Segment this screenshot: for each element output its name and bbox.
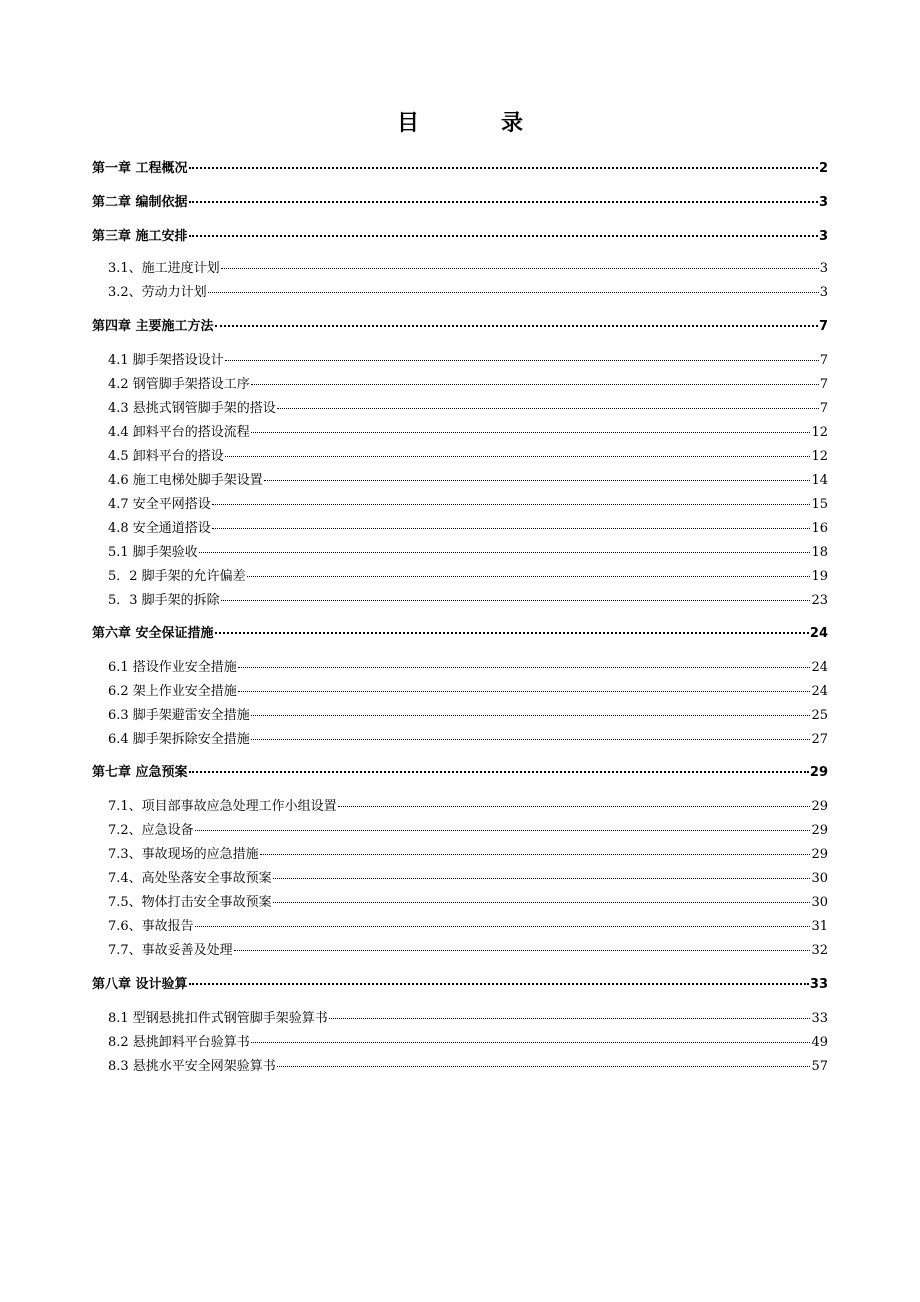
toc-section-entry[interactable] bbox=[108, 917, 828, 937]
toc-entry-label: 4.4 卸料平台的搭设流程 bbox=[108, 425, 250, 440]
toc-entry-label: 7.3、事故现场的应急措施 bbox=[108, 847, 259, 862]
toc-dot-leader bbox=[189, 770, 809, 773]
toc-entry-label: 6.1 搭设作业安全措施 bbox=[108, 660, 237, 675]
toc-dot-leader bbox=[212, 503, 811, 505]
toc-page-number: 7 bbox=[819, 353, 828, 368]
toc-entry-label: 5．2 脚手架的允许偏差 bbox=[108, 569, 246, 584]
toc-page-number: 49 bbox=[811, 1035, 828, 1050]
toc-page-number: 25 bbox=[811, 708, 828, 723]
toc-dot-leader bbox=[189, 166, 818, 169]
toc-section-entry[interactable] bbox=[108, 423, 828, 443]
toc-dot-leader bbox=[238, 690, 811, 692]
toc-dot-leader bbox=[251, 1041, 811, 1043]
toc-section-entry[interactable] bbox=[108, 375, 828, 395]
toc-page-number: 24 bbox=[811, 684, 828, 699]
toc-entry-label: 8.2 悬挑卸料平台验算书 bbox=[108, 1035, 250, 1050]
toc-section-entry[interactable] bbox=[108, 519, 828, 539]
toc-entry-label: 4.1 脚手架搭设设计 bbox=[108, 353, 224, 368]
toc-page-number: 14 bbox=[811, 473, 828, 488]
toc-page-number: 57 bbox=[811, 1059, 828, 1074]
toc-entry-label: 7.2、应急设备 bbox=[108, 823, 194, 838]
toc-page-number: 16 bbox=[811, 521, 828, 536]
toc-page-number: 24 bbox=[811, 660, 828, 675]
toc-entry-label: 4.7 安全平网搭设 bbox=[108, 497, 211, 512]
toc-section-entry[interactable] bbox=[108, 845, 828, 865]
toc-dot-leader bbox=[221, 267, 819, 269]
toc-dot-leader bbox=[251, 431, 811, 433]
toc-entry-label: 7.7、事故妥善及处理 bbox=[108, 943, 233, 958]
toc-page-number: 29 bbox=[811, 847, 828, 862]
toc-section-entry[interactable] bbox=[108, 567, 828, 587]
toc-section-entry[interactable] bbox=[108, 471, 828, 491]
toc-chapter-entry[interactable] bbox=[92, 763, 828, 783]
toc-chapter-entry[interactable] bbox=[92, 159, 828, 179]
toc-section-entry[interactable] bbox=[108, 283, 828, 303]
toc-entry-label: 第八章 设计验算 bbox=[92, 977, 188, 992]
toc-title: 目 录 bbox=[396, 110, 553, 136]
toc-dot-leader bbox=[329, 1017, 811, 1019]
toc-entry-label: 第四章 主要施工方法 bbox=[92, 319, 214, 334]
toc-dot-leader bbox=[338, 805, 811, 807]
toc-chapter-entry[interactable] bbox=[92, 227, 828, 247]
toc-entry-label: 6.3 脚手架避雷安全措施 bbox=[108, 708, 250, 723]
toc-section-entry[interactable] bbox=[108, 399, 828, 419]
toc-dot-leader bbox=[215, 631, 809, 634]
toc-dot-leader bbox=[221, 599, 811, 601]
toc-section-entry[interactable] bbox=[108, 351, 828, 371]
toc-section-entry[interactable] bbox=[108, 447, 828, 467]
toc-entry-label: 7.4、高处坠落安全事故预案 bbox=[108, 871, 272, 886]
toc-section-entry[interactable] bbox=[108, 821, 828, 841]
toc-dot-leader bbox=[208, 291, 819, 293]
toc-page-number: 18 bbox=[811, 545, 828, 560]
toc-entry-label: 7.5、物体打击安全事故预案 bbox=[108, 895, 272, 910]
toc-section-entry[interactable] bbox=[108, 893, 828, 913]
toc-chapter-entry[interactable] bbox=[92, 975, 828, 995]
toc-section-entry[interactable] bbox=[108, 941, 828, 961]
toc-chapter-entry[interactable] bbox=[92, 624, 828, 644]
toc-dot-leader bbox=[199, 551, 811, 553]
toc-dot-leader bbox=[273, 901, 811, 903]
toc-entry-label: 第二章 编制依据 bbox=[92, 195, 188, 210]
toc-page-number: 29 bbox=[811, 799, 828, 814]
toc-section-entry[interactable] bbox=[108, 543, 828, 563]
toc-dot-leader bbox=[247, 575, 811, 577]
toc-dot-leader bbox=[212, 527, 811, 529]
toc-entry-label: 8.3 悬挑水平安全网架验算书 bbox=[108, 1059, 276, 1074]
toc-dot-leader bbox=[251, 383, 819, 385]
toc-section-entry[interactable] bbox=[108, 797, 828, 817]
toc-page-number: 3 bbox=[818, 195, 828, 210]
toc-page-number: 15 bbox=[811, 497, 828, 512]
toc-page-number: 12 bbox=[811, 449, 828, 464]
toc-page-number: 32 bbox=[811, 943, 828, 958]
toc-entry-label: 第六章 安全保证措施 bbox=[92, 626, 214, 641]
toc-entry-label: 6.2 架上作业安全措施 bbox=[108, 684, 237, 699]
toc-page-number: 29 bbox=[809, 765, 828, 780]
toc-entry-label: 第一章 工程概况 bbox=[92, 161, 188, 176]
toc-page-number: 33 bbox=[811, 1011, 828, 1026]
toc-section-entry[interactable] bbox=[108, 706, 828, 726]
toc-entry-label: 3.1、施工进度计划 bbox=[108, 261, 220, 276]
toc-dot-leader bbox=[195, 925, 811, 927]
toc-section-entry[interactable] bbox=[108, 259, 828, 279]
toc-page-number: 30 bbox=[811, 895, 828, 910]
toc-dot-leader bbox=[273, 877, 811, 879]
toc-entry-label: 第七章 应急预案 bbox=[92, 765, 188, 780]
toc-dot-leader bbox=[225, 359, 819, 361]
toc-entry-label: 8.1 型钢悬挑扣件式钢管脚手架验算书 bbox=[108, 1011, 328, 1026]
toc-entry-label: 3.2、劳动力计划 bbox=[108, 285, 207, 300]
toc-page-number: 23 bbox=[811, 593, 828, 608]
toc-entry-label: 7.1、项目部事故应急处理工作小组设置 bbox=[108, 799, 337, 814]
toc-dot-leader bbox=[238, 666, 811, 668]
toc-dot-leader bbox=[251, 714, 811, 716]
toc-dot-leader bbox=[264, 479, 811, 481]
toc-entry-label: 5．3 脚手架的拆除 bbox=[108, 593, 220, 608]
toc-page-number: 3 bbox=[819, 261, 828, 276]
toc-page-number: 2 bbox=[818, 161, 828, 176]
toc-entry-label: 第三章 施工安排 bbox=[92, 229, 188, 244]
toc-section-entry[interactable] bbox=[108, 730, 828, 750]
toc-dot-leader bbox=[195, 829, 811, 831]
toc-page-number: 27 bbox=[811, 732, 828, 747]
toc-dot-leader bbox=[251, 738, 811, 740]
toc-dot-leader bbox=[189, 982, 809, 985]
toc-page-number: 19 bbox=[811, 569, 828, 584]
toc-entry-label: 4.5 卸料平台的搭设 bbox=[108, 449, 224, 464]
toc-dot-leader bbox=[215, 324, 818, 327]
toc-page-number: 12 bbox=[811, 425, 828, 440]
toc-section-entry[interactable] bbox=[108, 495, 828, 515]
toc-section-entry[interactable] bbox=[108, 682, 828, 702]
toc-page-number: 29 bbox=[811, 823, 828, 838]
toc-dot-leader bbox=[260, 853, 811, 855]
toc-page-number: 24 bbox=[809, 626, 828, 641]
toc-chapter-entry[interactable] bbox=[92, 317, 828, 337]
toc-page-number: 7 bbox=[819, 377, 828, 392]
toc-page-number: 7 bbox=[819, 401, 828, 416]
toc-page-number: 33 bbox=[809, 977, 828, 992]
toc-entry-label: 5.1 脚手架验收 bbox=[108, 545, 198, 560]
toc-entry-label: 6.4 脚手架拆除安全措施 bbox=[108, 732, 250, 747]
toc-dot-leader bbox=[189, 200, 818, 203]
toc-section-entry[interactable] bbox=[108, 1033, 828, 1053]
toc-section-entry[interactable] bbox=[108, 1057, 828, 1077]
toc-entry-label: 4.6 施工电梯处脚手架设置 bbox=[108, 473, 263, 488]
toc-entry-label: 4.8 安全通道搭设 bbox=[108, 521, 211, 536]
toc-section-entry[interactable] bbox=[108, 1009, 828, 1029]
toc-dot-leader bbox=[225, 455, 811, 457]
toc-dot-leader bbox=[189, 234, 818, 237]
toc-chapter-entry[interactable] bbox=[92, 193, 828, 213]
toc-entry-label: 4.2 钢管脚手架搭设工序 bbox=[108, 377, 250, 392]
toc-entry-label: 7.6、事故报告 bbox=[108, 919, 194, 934]
toc-dot-leader bbox=[277, 407, 819, 409]
toc-page-number: 3 bbox=[819, 285, 828, 300]
toc-section-entry[interactable] bbox=[108, 869, 828, 889]
toc-page-number: 31 bbox=[811, 919, 828, 934]
toc-dot-leader bbox=[234, 949, 811, 951]
toc-page-number: 3 bbox=[818, 229, 828, 244]
toc-dot-leader bbox=[277, 1065, 811, 1067]
toc-entry-label: 4.3 悬挑式钢管脚手架的搭设 bbox=[108, 401, 276, 416]
toc-section-entry[interactable] bbox=[108, 658, 828, 678]
toc-page-number: 30 bbox=[811, 871, 828, 886]
toc-page-number: 7 bbox=[818, 319, 828, 334]
toc-section-entry[interactable] bbox=[108, 591, 828, 611]
